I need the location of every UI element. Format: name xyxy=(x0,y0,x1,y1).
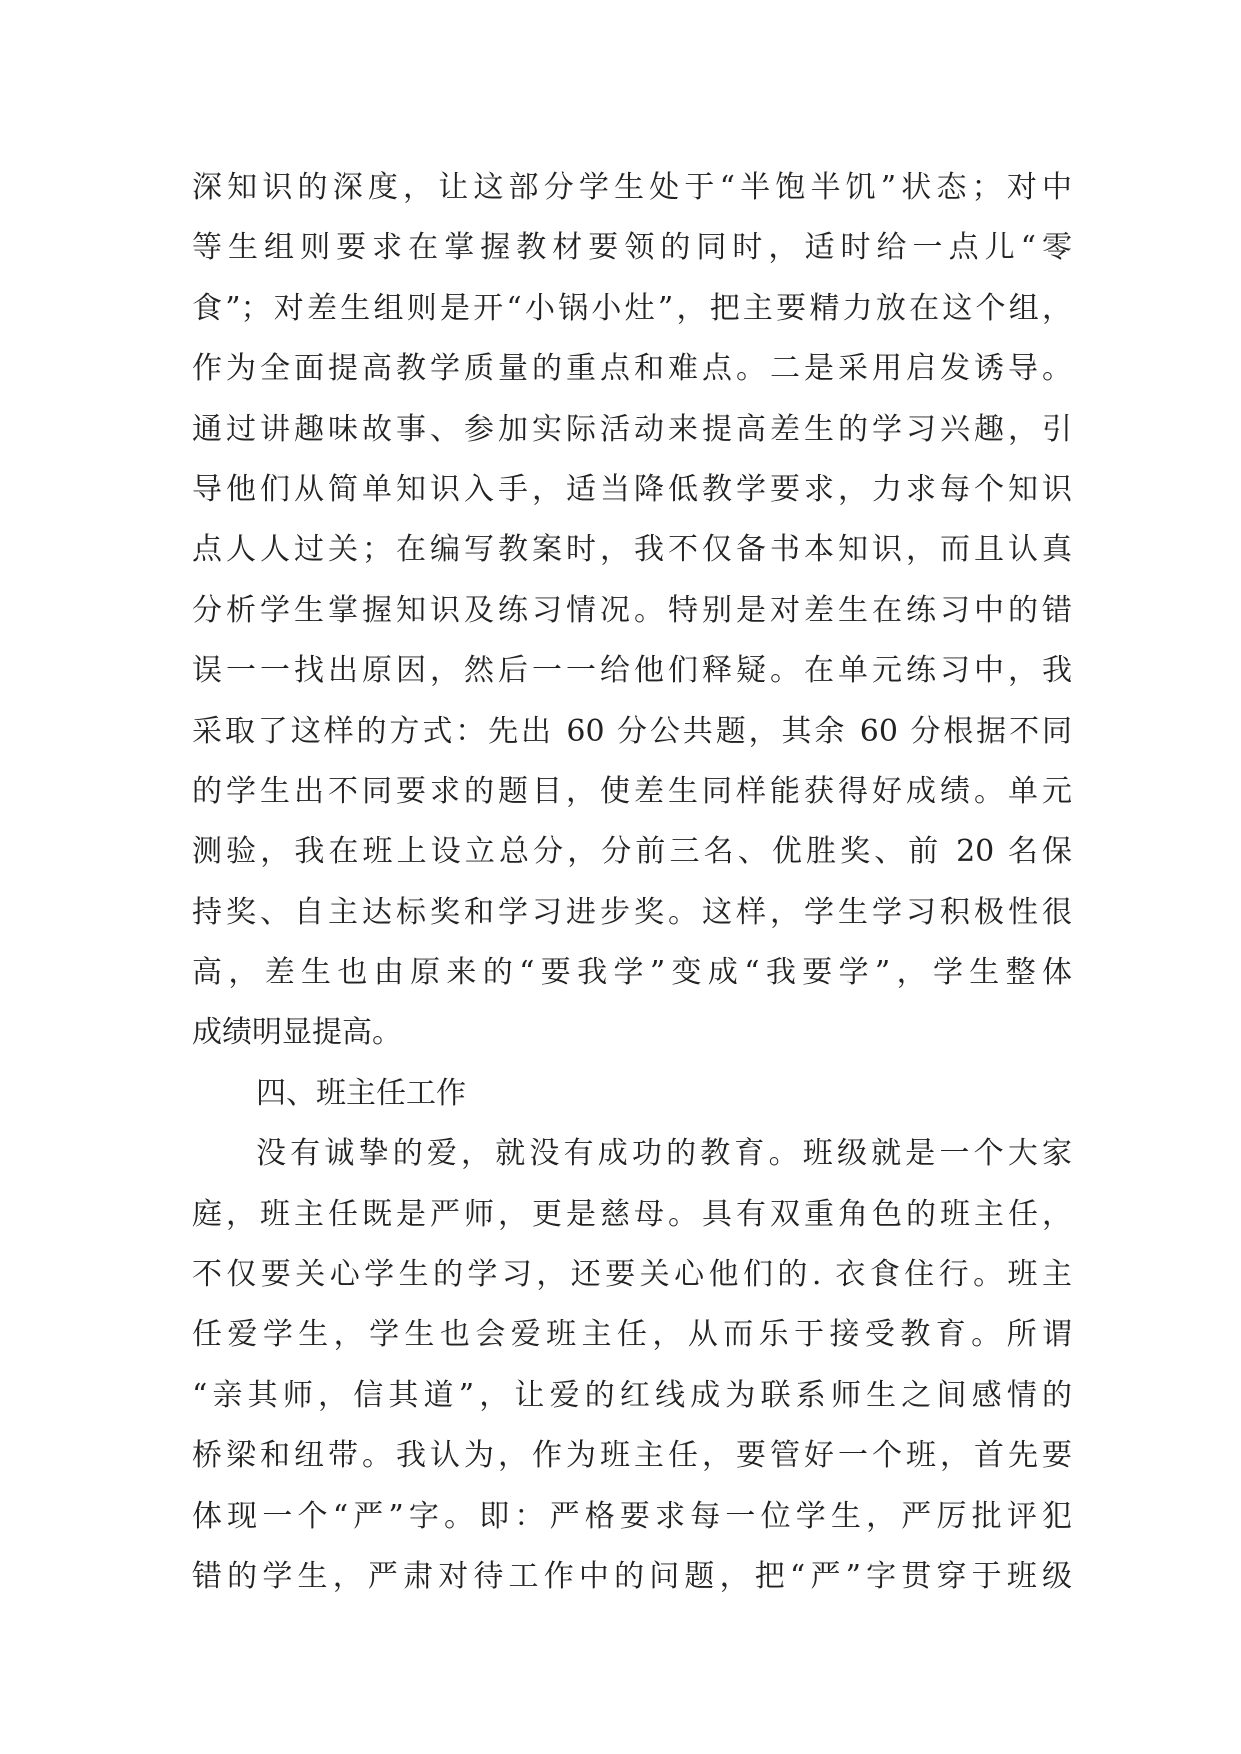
text-line: 错的学生，严肃对待工作中的问题，把“严”字贯穿于班级 xyxy=(192,1558,1072,1594)
text-line: 的学生出不同要求的题目，使差生同样能获得好成绩。单元 xyxy=(192,773,1072,809)
section-heading: 四、班主任工作 xyxy=(256,1075,466,1111)
text-line: 任爱学生，学生也会爱班主任，从而乐于接受教育。所谓 xyxy=(192,1317,1072,1353)
text-line: 不仅要关心学生的学习，还要关心他们的. 衣食住行。班主 xyxy=(192,1257,1072,1293)
text-line: 食”；对差生组则是开“小锅小灶”，把主要精力放在这个组， xyxy=(192,290,1072,326)
text-line: 导他们从简单知识入手，适当降低教学要求，力求每个知识 xyxy=(192,471,1072,507)
text-line: 采取了这样的方式：先出 60 分公共题，其余 60 分根据不同 xyxy=(192,713,1072,749)
text-line: 通过讲趣味故事、参加实际活动来提高差生的学习兴趣，引 xyxy=(192,411,1072,447)
body-text xyxy=(192,158,1072,1607)
text-line: 桥梁和纽带。我认为，作为班主任，要管好一个班，首先要 xyxy=(192,1438,1072,1474)
text-line: 分析学生掌握知识及练习情况。特别是对差生在练习中的错 xyxy=(192,592,1072,628)
text-line: 误一一找出原因，然后一一给他们释疑。在单元练习中，我 xyxy=(192,653,1072,689)
text-line: 测验，我在班上设立总分，分前三名、优胜奖、前 20 名保 xyxy=(192,834,1072,870)
text-line: 深知识的深度，让这部分学生处于“半饱半饥”状态；对中 xyxy=(192,170,1072,205)
text-line: 成绩明显提高。 xyxy=(192,1015,402,1051)
text-line: 体现一个“严”字。即：严格要求每一位学生，严厉批评犯 xyxy=(192,1498,1072,1534)
text-line: 等生组则要求在掌握教材要领的同时，适时给一点儿“零 xyxy=(192,230,1072,266)
text-line: 点人人过关；在编写教案时，我不仅备书本知识，而且认真 xyxy=(192,532,1072,568)
text-line: 持奖、自主达标奖和学习进步奖。这样，学生学习积极性很 xyxy=(192,894,1072,930)
text-line: “亲其师，信其道”，让爱的红线成为联系师生之间感情的 xyxy=(192,1377,1072,1413)
text-line: 作为全面提高教学质量的重点和难点。二是采用启发诱导。 xyxy=(192,351,1072,387)
text-line: 高，差生也由原来的“要我学”变成“我要学”，学生整体 xyxy=(192,955,1072,991)
text-line: 没有诚挚的爱，就没有成功的教育。班级就是一个大家 xyxy=(256,1136,1072,1172)
text-line: 庭，班主任既是严师，更是慈母。具有双重角色的班主任， xyxy=(192,1196,1072,1232)
